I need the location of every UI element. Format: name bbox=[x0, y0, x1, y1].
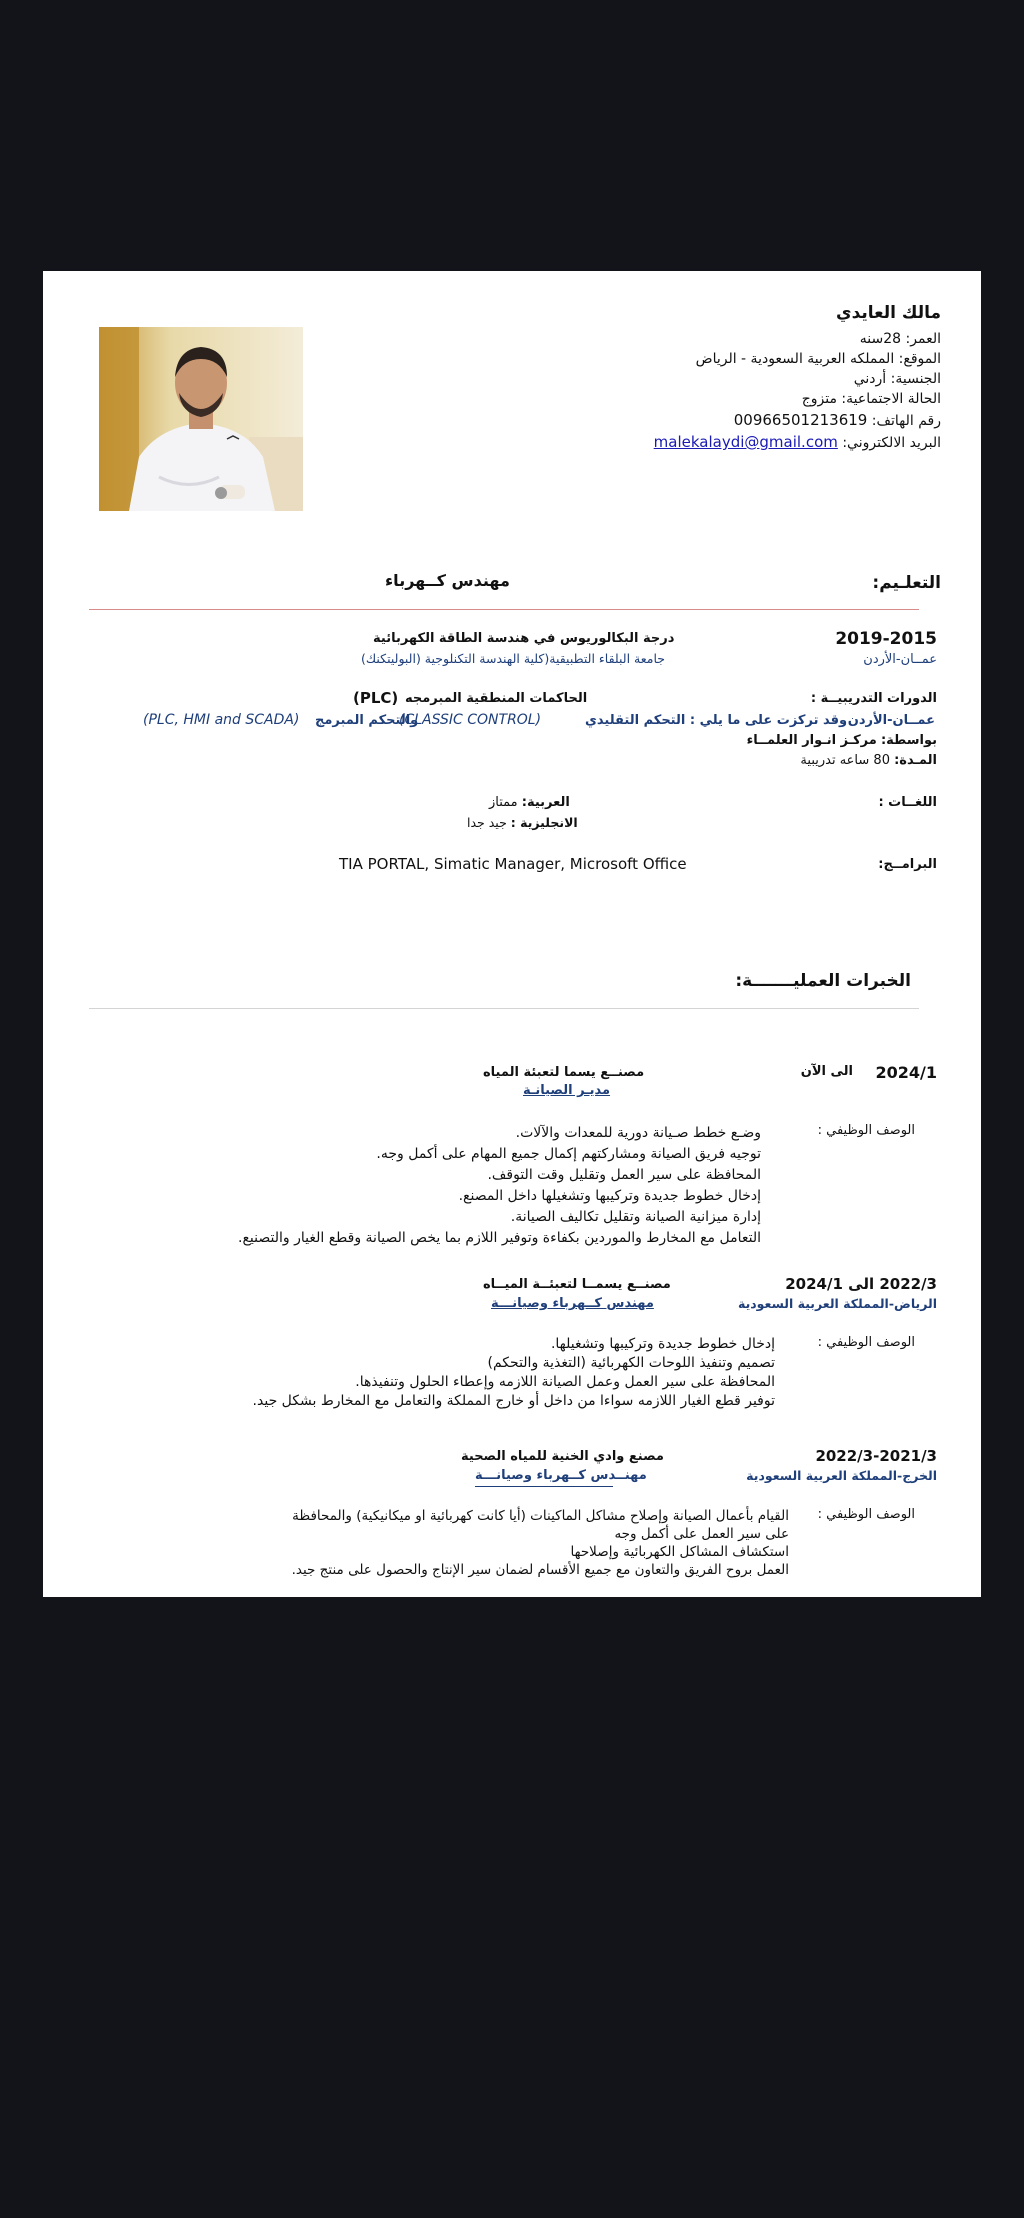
software-value: TIA PORTAL, Simatic Manager, Microsoft Office bbox=[339, 855, 687, 873]
course-focus: وقد تركزت على ما يلي : التحكم التقليدي bbox=[585, 713, 848, 728]
email-link[interactable]: malekalaydi@gmail.com bbox=[653, 433, 838, 451]
age-line: العمر: 28سنه bbox=[859, 331, 941, 347]
cv-page bbox=[43, 271, 981, 1597]
edu-university: جامعة البلقاء التطبيقية(كلية الهندسة التكنلوجية (البوليتكنك) bbox=[361, 651, 666, 666]
phone-number: 00966501213619 bbox=[733, 411, 868, 429]
divider bbox=[89, 1008, 919, 1009]
duration-value: 80 ساعه تدريبية bbox=[800, 753, 890, 768]
duty-item: تصميم وتنفيذ اللوحات الكهربائية (التغذية والتحكم) bbox=[487, 1355, 775, 1371]
job1-date bbox=[875, 1063, 937, 1082]
person-name: مالك العايدي bbox=[835, 303, 941, 323]
job3-company: مصنع وادي الخنية للمياه الصحية bbox=[461, 1449, 664, 1464]
education-heading: التعلـيم: bbox=[872, 573, 941, 593]
by-label: بواسطة: bbox=[880, 733, 937, 748]
job2-role: مهندس كــهرباء وصيانـــة bbox=[491, 1296, 654, 1311]
job2-location: الرياض-المملكة العربية السعودية bbox=[737, 1296, 937, 1311]
duty-item: وضـع خطط صـيانة دورية للمعدات والآلات. bbox=[515, 1125, 761, 1141]
edu-city: عمــان-الأردن bbox=[863, 652, 937, 667]
job1-duties bbox=[238, 1123, 761, 1249]
software-label: البرامــج: bbox=[878, 857, 937, 872]
email-line bbox=[654, 433, 941, 451]
lang-ar-label: العربية: bbox=[521, 795, 570, 810]
courses-label: الدورات التدريبيــة : bbox=[810, 691, 937, 706]
duty-item: إدخال خطوط جديدة وتركيبها وتشغيلها. bbox=[550, 1336, 775, 1352]
phone-line bbox=[734, 411, 941, 429]
edu-years: 2019-2015 bbox=[835, 629, 937, 649]
job3-role: مهنــدس كــهرباء وصيانـــة bbox=[475, 1468, 647, 1483]
edu-degree: درجة البكالوريوس في هندسة الطاقة الكهربائية bbox=[373, 631, 675, 646]
marital-line: الحالة الاجتماعية: متزوج bbox=[801, 391, 941, 407]
profile-photo bbox=[99, 327, 303, 511]
lang-arabic bbox=[489, 795, 570, 810]
course-classic: (CLASSIC CONTROL) bbox=[399, 712, 542, 728]
duty-item: القيام بأعمال الصيانة وإصلاح مشاكل الماكينات (أيا كانت كهربائية او ميكانيكية) والمحافظة bbox=[292, 1508, 789, 1524]
lang-en-label: الانجليزية : bbox=[510, 815, 578, 830]
by-value: مركـز انـوار العلمــاء bbox=[746, 733, 877, 748]
course-duration bbox=[800, 753, 937, 768]
experience-heading: الخبرات العمليـــــــة: bbox=[735, 971, 911, 991]
duty-item: المحافظة على سير العمل وعمل الصيانة اللازمه وإعطاء الحلول وتنفيذها. bbox=[355, 1374, 775, 1390]
duty-item: على سير العمل على أكمل وجه bbox=[614, 1526, 789, 1542]
role-underline bbox=[475, 1486, 613, 1487]
job2-duties bbox=[253, 1335, 775, 1411]
lang-en-value: جيد جدا bbox=[467, 815, 507, 830]
course-plc: (PLC, HMI and SCADA) bbox=[143, 712, 300, 728]
duty-item: العمل بروح الفريق والتعاون مع جميع الأقسام لضمان سير الإنتاج والحصول على منتج جيد. bbox=[291, 1562, 789, 1578]
course-abbr: (PLC) bbox=[353, 689, 399, 707]
job1-company: مصنــع يسما لتعبئة المياه bbox=[483, 1065, 645, 1080]
job1-date-suffix: الى الآن bbox=[800, 1064, 853, 1079]
duty-item: استكشاف المشاكل الكهربائية وإصلاحها bbox=[570, 1544, 789, 1560]
divider bbox=[89, 609, 919, 610]
email-label: البريد الالكتروني: bbox=[842, 435, 941, 451]
lang-ar-value: ممتاز bbox=[489, 795, 518, 810]
job3-desc-label: الوصف الوظيفي : bbox=[817, 1507, 915, 1522]
course-and: والتحكم المبرمج bbox=[315, 713, 419, 728]
duty-item: إدارة ميزانية الصيانة وتقليل تكاليف الصيانة. bbox=[510, 1209, 761, 1225]
job3-duties bbox=[292, 1507, 789, 1579]
course-title: الحاكمات المنطقية المبرمجه bbox=[405, 691, 588, 706]
job2-desc-label: الوصف الوظيفي : bbox=[817, 1335, 915, 1350]
job1-date-value: 2024/1 bbox=[875, 1063, 937, 1082]
languages-label: اللغــات : bbox=[878, 795, 937, 810]
job-title: مهندس كــهرباء bbox=[385, 571, 510, 590]
phone-label: رقم الهاتف: bbox=[871, 413, 941, 429]
job3-location: الخرج-المملكة العربية السعودية bbox=[746, 1468, 937, 1483]
job3-date: 2022/3-2021/3 bbox=[815, 1447, 937, 1465]
job1-role: مديـر الصيانـة bbox=[523, 1083, 611, 1098]
duty-item: إدخال خطوط جديدة وتركيبها وتشغيلها داخل المصنع. bbox=[458, 1188, 761, 1204]
duty-item: التعامل مع المخارط والموردين بكفاءة وتوفير اللازم بما يخص الصيانة وقطع الغيار والتصنيع. bbox=[238, 1230, 761, 1246]
duty-item: المحافظة على سير العمل وتقليل وقت التوقف. bbox=[487, 1167, 761, 1183]
job2-company: مصنــع يسمــا لتعبئــة الميــاه bbox=[483, 1277, 671, 1292]
lang-english bbox=[467, 815, 578, 830]
person-photo-icon bbox=[99, 327, 303, 511]
course-city: عمــان-الأردن bbox=[847, 713, 935, 728]
course-by bbox=[747, 733, 937, 748]
job1-desc-label: الوصف الوظيفي : bbox=[817, 1123, 915, 1138]
job2-date: 2022/3 الى 2024/1 bbox=[785, 1275, 937, 1293]
duty-item: توفير قطع الغيار اللازمه سواءا من داخل أو خارج المملكة والتعامل مع المخارط بشكل جيد. bbox=[252, 1393, 775, 1409]
location-line: الموقع: المملكه العربية السعودية - الرياض bbox=[695, 351, 941, 367]
duration-label: المـدة: bbox=[894, 753, 937, 768]
duty-item: توجيه فريق الصيانة ومشاركتهم إكمال جميع المهام على أكمل وجه. bbox=[376, 1146, 761, 1162]
nationality-line: الجنسية: أردني bbox=[853, 371, 941, 387]
